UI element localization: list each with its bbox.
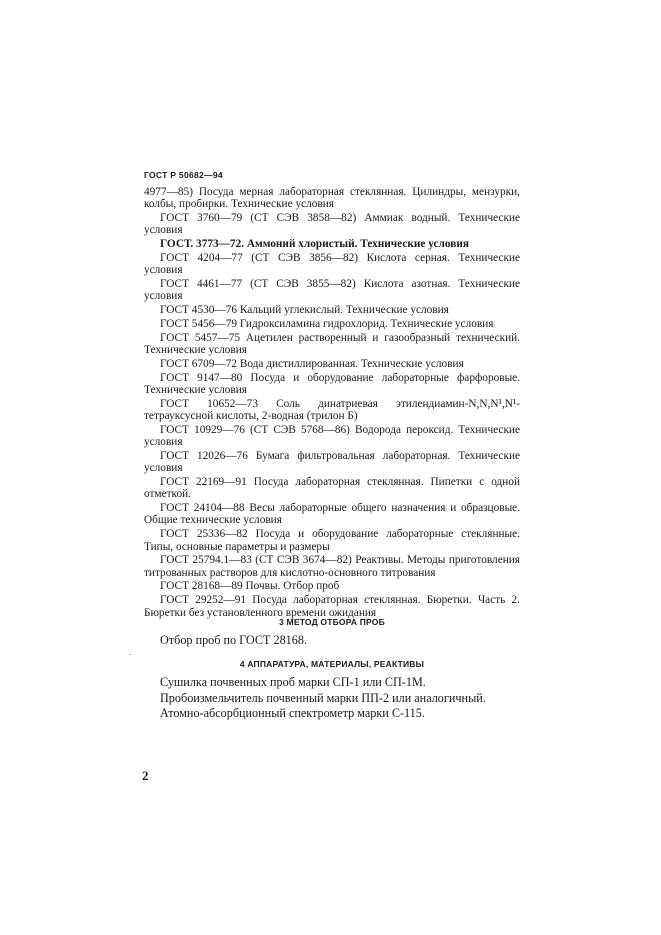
reference-entry: ГОСТ 4204—77 (СТ СЭВ 3856—82) Кислота серная. Технические условия — [144, 251, 520, 277]
reference-entry: ГОСТ 10929—76 (СТ СЭВ 5768—86) Водорода пероксид. Технические условия — [144, 423, 520, 449]
reference-entry: ГОСТ 5457—75 Ацетилен растворенный и газообразный технический. Технические условия — [144, 331, 520, 357]
reference-entry: ГОСТ 24104—88 Весы лабораторные общего назначения и образцовые. Общие технические условия — [144, 502, 520, 527]
reference-entry: ГОСТ 25794.1—83 (СТ СЭВ 3674—82) Реактивы. Методы приготовления титрованных растворов для кислотно-основного титрования — [144, 554, 520, 579]
reference-entry: ГОСТ 4530—76 Кальций углекислый. Технические условия — [160, 304, 449, 317]
running-header: ГОСТ Р 50682—94 — [144, 170, 223, 180]
page-number: 2 — [142, 768, 149, 783]
section-3-text: Отбор проб по ГОСТ 28168. — [160, 633, 308, 647]
reference-entry: ГОСТ. 3773—72. Аммоний хлористый. Технические условия — [160, 238, 469, 251]
reference-entry: 4977—85) Посуда мерная лабораторная стеклянная. Цилиндры, мензурки, колбы, пробирки. Технические условия — [144, 186, 520, 211]
section-4-line: Атомно-абсорбционный спектрометр марки С-115. — [160, 706, 425, 720]
scan-mark: . — [129, 647, 132, 657]
reference-entry: ГОСТ 12026—76 Бумага фильтровальная лабораторная. Технические условия — [144, 449, 520, 475]
reference-entry: ГОСТ 22169—91 Посуда лабораторная стеклянная. Пипетки с одной отметкой. — [144, 476, 520, 501]
reference-entry: ГОСТ 5456—79 Гидроксиламина гидрохлорид. Технические условия — [160, 317, 494, 330]
reference-entry: ГОСТ 10652—73 Соль динатриевая этилендиамин-N,N,N¹,N¹-тетрауксусной кислоты, 2-водная (трилон Б) — [144, 397, 520, 423]
section-4-line: Пробоизмельчитель почвенный марки ПП-2 или аналогичный. — [160, 691, 486, 705]
reference-entry: ГОСТ 28168—89 Почвы. Отбор проб — [160, 580, 340, 593]
section-4-title: 4 АППАРАТУРА, МАТЕРИАЛЫ, РЕАКТИВЫ — [239, 659, 425, 669]
reference-entry: ГОСТ 6709—72 Вода дистиллированная. Технические условия — [160, 357, 464, 370]
section-4-line: Сушилка почвенных проб марки СП-1 или СП-1М. — [160, 675, 426, 689]
section-3-title: 3 МЕТОД ОТБОРА ПРОБ — [279, 617, 385, 627]
reference-entry: ГОСТ 3760—79 (СТ СЭВ 3858—82) Аммиак водный. Технические условия — [144, 212, 520, 237]
reference-entry: ГОСТ 9147—80 Посуда и оборудование лабораторные фарфоровые. Технические условия — [144, 371, 520, 396]
reference-entry: ГОСТ 4461—77 (СТ СЭВ 3855—82) Кислота азотная. Технические условия — [144, 278, 520, 303]
normative-references-list — [144, 186, 520, 620]
reference-entry: ГОСТ 29252—91 Посуда лабораторная стеклянная. Бюретки. Часть 2. Бюретки без установленного времени ожидания — [144, 594, 520, 619]
reference-entry: ГОСТ 25336—82 Посуда и оборудование лабораторные стеклянные. Типы, основные параметры и размеры — [144, 528, 520, 553]
